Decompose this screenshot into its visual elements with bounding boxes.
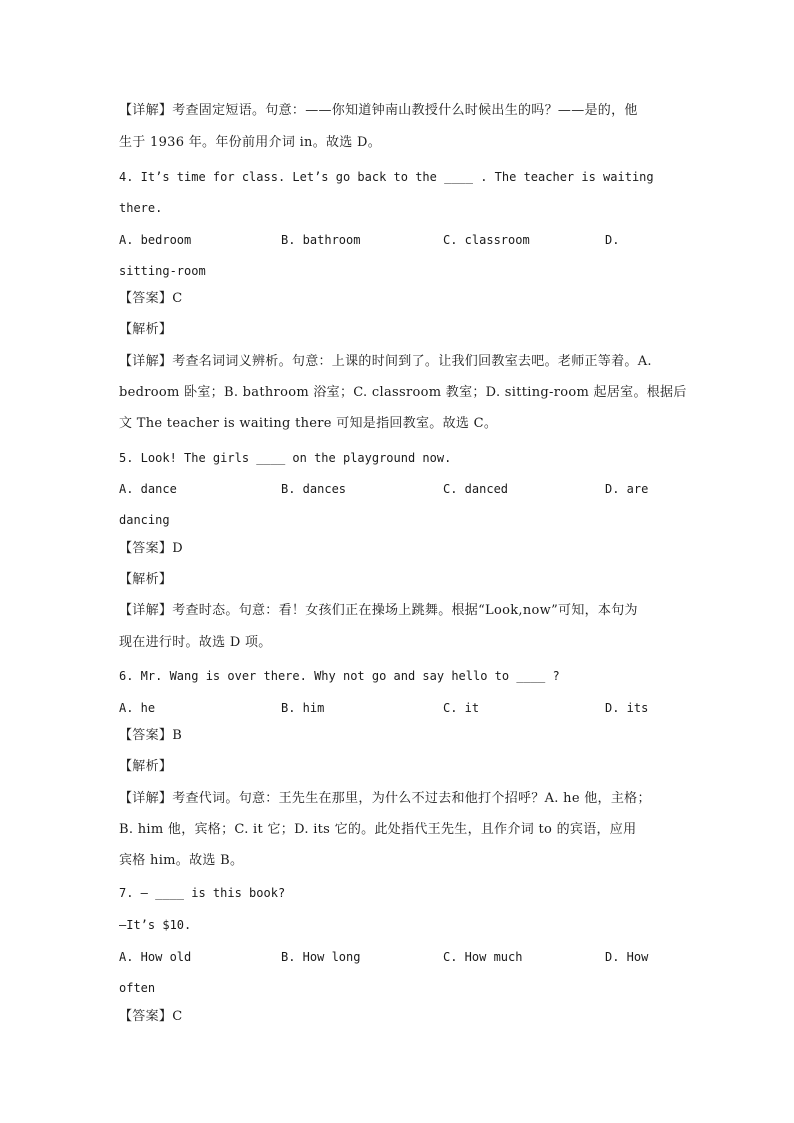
- q5-detail-line-1: 【详解】考查时态。句意：看！女孩们正在操场上跳舞。根据“Look,now”可知，本句为: [119, 603, 638, 618]
- q4-stem-line-2: there.: [119, 201, 163, 215]
- q4-option-c: C. classroom: [443, 233, 530, 247]
- q6-analysis-heading: 【解析】: [119, 759, 173, 774]
- q6-answer: 【答案】B: [119, 728, 183, 743]
- q7-option-d-continued: often: [119, 981, 156, 995]
- q5-option-d: D. are: [605, 482, 649, 496]
- q7-option-a: A. How old: [119, 950, 192, 964]
- q5-answer: 【答案】D: [119, 541, 183, 556]
- q7-stem-line-1: 7. — ____ is this book?: [119, 886, 286, 900]
- q6-stem: 6. Mr. Wang is over there. Why not go and say hello to ____ ?: [119, 669, 560, 683]
- q6-option-b: B. him: [281, 701, 325, 715]
- q6-detail-line-1: 【详解】考查代词。句意：王先生在那里，为什么不过去和他打个招呼？A. he 他，主格；: [119, 791, 651, 806]
- q6-option-a: A. he: [119, 701, 156, 715]
- q5-option-d-continued: dancing: [119, 513, 170, 527]
- q4-detail-line-2: bedroom 卧室；B. bathroom 浴室；C. classroom 教室；D. sitting-room 起居室。根据后: [119, 385, 687, 400]
- q4-analysis-heading: 【解析】: [119, 322, 173, 337]
- q5-stem: 5. Look! The girls ____ on the playground now.: [119, 451, 452, 465]
- q6-option-d: D. its: [605, 701, 649, 715]
- q4-option-a: A. bedroom: [119, 233, 192, 247]
- q4-option-d: D.: [605, 233, 620, 247]
- q5-option-c: C. danced: [443, 482, 509, 496]
- q5-option-a: A. dance: [119, 482, 177, 496]
- q4-stem-line-1: 4. It’s time for class. Let’s go back to the ____ . The teacher is waiting: [119, 170, 654, 184]
- q4-option-d-continued: sitting-room: [119, 264, 206, 278]
- q5-option-b: B. dances: [281, 482, 347, 496]
- q3-detail-line-1: 【详解】考查固定短语。句意：——你知道钟南山教授什么时候出生的吗？——是的，他: [119, 103, 638, 118]
- q6-detail-line-2: B. him 他，宾格；C. it 它；D. its 它的。此处指代王先生，且作介词 to 的宾语，应用: [119, 822, 637, 837]
- q3-detail-line-2: 生于 1936 年。年份前用介词 in。故选 D。: [119, 135, 382, 150]
- q5-detail-line-2: 现在进行时。故选 D 项。: [119, 635, 272, 650]
- q7-stem-line-2: —It’s $10.: [119, 918, 192, 932]
- q4-option-b: B. bathroom: [281, 233, 361, 247]
- q4-detail-line-3: 文 The teacher is waiting there 可知是指回教室。故选 C。: [119, 416, 498, 431]
- q6-detail-line-3: 宾格 him。故选 B。: [119, 853, 244, 868]
- q5-analysis-heading: 【解析】: [119, 572, 173, 587]
- q7-answer: 【答案】C: [119, 1009, 183, 1024]
- q7-option-d: D. How: [605, 950, 649, 964]
- q7-option-b: B. How long: [281, 950, 361, 964]
- q4-detail-line-1: 【详解】考查名词词义辨析。句意：上课的时间到了。让我们回教室去吧。老师正等着。A.: [119, 354, 652, 369]
- q4-answer: 【答案】C: [119, 291, 183, 306]
- q7-option-c: C. How much: [443, 950, 523, 964]
- q6-option-c: C. it: [443, 701, 480, 715]
